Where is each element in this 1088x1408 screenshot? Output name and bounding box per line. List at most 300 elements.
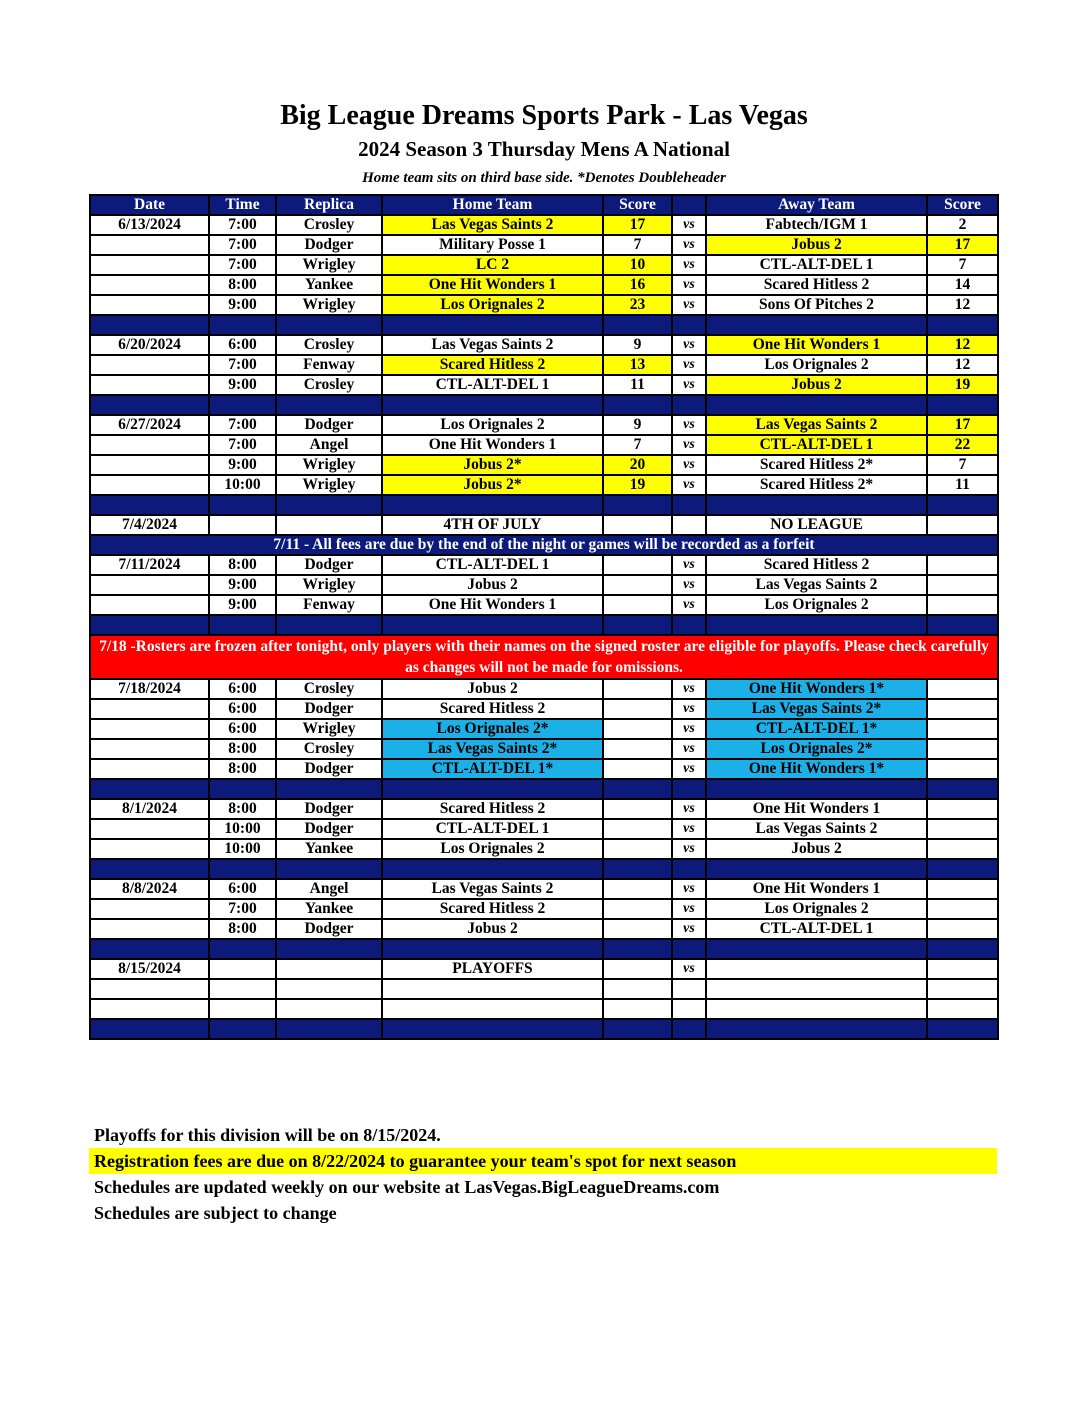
- away-team-cell: NO LEAGUE: [706, 515, 927, 535]
- game-row: [90, 435, 998, 455]
- separator-cell: [706, 315, 927, 335]
- away-team-cell: Jobus 2: [706, 235, 927, 255]
- time-cell: 7:00: [209, 215, 276, 235]
- vs-cell: vs: [672, 575, 706, 595]
- home-team-cell: Jobus 2: [382, 919, 603, 939]
- vs-cell: vs: [672, 335, 706, 355]
- home-score-cell: 16: [603, 275, 672, 295]
- time-cell: 6:00: [209, 335, 276, 355]
- change-note: Schedules are subject to change: [94, 1203, 337, 1223]
- home-score-cell: [603, 679, 672, 699]
- away-team-cell: One Hit Wonders 1: [706, 335, 927, 355]
- header-away-team: Away Team: [706, 195, 927, 215]
- home-team-cell: One Hit Wonders 1: [382, 275, 603, 295]
- replica-cell: Yankee: [276, 275, 382, 295]
- vs-cell: vs: [672, 759, 706, 779]
- replica-cell: Wrigley: [276, 475, 382, 495]
- time-cell: 7:00: [209, 235, 276, 255]
- replica-cell: Crosley: [276, 335, 382, 355]
- home-score-cell: [603, 959, 672, 979]
- replica-cell: Dodger: [276, 235, 382, 255]
- separator-cell: [276, 615, 382, 635]
- replica-cell: Yankee: [276, 839, 382, 859]
- game-row: [90, 699, 998, 719]
- separator-cell: [382, 779, 603, 799]
- vs-cell: vs: [672, 255, 706, 275]
- game-row: [90, 515, 998, 535]
- home-team-cell: Jobus 2*: [382, 475, 603, 495]
- time-cell: 6:00: [209, 719, 276, 739]
- away-score-cell: 17: [927, 415, 998, 435]
- separator-cell: [382, 859, 603, 879]
- away-score-cell: 19: [927, 375, 998, 395]
- game-row: [90, 415, 998, 435]
- separator-cell: [209, 1019, 276, 1039]
- home-team-cell: [382, 999, 603, 1019]
- away-team-cell: [706, 959, 927, 979]
- date-cell: 6/13/2024: [90, 215, 209, 235]
- time-cell: 8:00: [209, 739, 276, 759]
- home-score-cell: [603, 555, 672, 575]
- home-team-cell: Scared Hitless 2: [382, 699, 603, 719]
- separator-row: [90, 1019, 998, 1039]
- home-score-cell: [603, 819, 672, 839]
- date-cell: [90, 455, 209, 475]
- home-score-cell: 7: [603, 235, 672, 255]
- time-cell: 7:00: [209, 899, 276, 919]
- away-score-cell: [927, 799, 998, 819]
- home-team-cell: Los Orignales 2: [382, 415, 603, 435]
- separator-row: [90, 615, 998, 635]
- away-team-cell: One Hit Wonders 1: [706, 799, 927, 819]
- home-score-cell: 17: [603, 215, 672, 235]
- separator-cell: [706, 615, 927, 635]
- replica-cell: Dodger: [276, 799, 382, 819]
- separator-cell: [603, 859, 672, 879]
- time-cell: 8:00: [209, 555, 276, 575]
- separator-cell: [927, 859, 998, 879]
- separator-cell: [382, 495, 603, 515]
- date-cell: [90, 295, 209, 315]
- home-score-cell: 7: [603, 435, 672, 455]
- home-team-cell: [382, 979, 603, 999]
- time-cell: [209, 999, 276, 1019]
- away-team-cell: CTL-ALT-DEL 1: [706, 919, 927, 939]
- date-cell: 7/11/2024: [90, 555, 209, 575]
- date-cell: 8/1/2024: [90, 799, 209, 819]
- game-row: [90, 959, 998, 979]
- away-score-cell: 11: [927, 475, 998, 495]
- separator-cell: [90, 939, 209, 959]
- separator-cell: [603, 1019, 672, 1039]
- page-subtitle: 2024 Season 3 Thursday Mens A National: [358, 137, 730, 161]
- away-score-cell: [927, 879, 998, 899]
- away-team-cell: CTL-ALT-DEL 1: [706, 435, 927, 455]
- date-cell: 8/15/2024: [90, 959, 209, 979]
- home-score-cell: [603, 515, 672, 535]
- home-team-cell: One Hit Wonders 1: [382, 435, 603, 455]
- home-team-cell: LC 2: [382, 255, 603, 275]
- away-score-cell: 2: [927, 215, 998, 235]
- home-score-cell: 19: [603, 475, 672, 495]
- game-row: [90, 819, 998, 839]
- header-home-team: Home Team: [382, 195, 603, 215]
- separator-cell: [672, 779, 706, 799]
- game-row: [90, 475, 998, 495]
- vs-cell: vs: [672, 739, 706, 759]
- home-team-cell: CTL-ALT-DEL 1*: [382, 759, 603, 779]
- replica-cell: Angel: [276, 879, 382, 899]
- replica-cell: Yankee: [276, 899, 382, 919]
- date-cell: 8/8/2024: [90, 879, 209, 899]
- game-row: [90, 739, 998, 759]
- date-cell: 7/18/2024: [90, 679, 209, 699]
- home-team-cell: Los Orignales 2*: [382, 719, 603, 739]
- header-vs: [672, 195, 706, 215]
- replica-cell: Wrigley: [276, 295, 382, 315]
- game-row: [90, 979, 998, 999]
- header-home-score: Score: [603, 195, 672, 215]
- home-score-cell: [603, 979, 672, 999]
- away-score-cell: [927, 979, 998, 999]
- separator-cell: [927, 779, 998, 799]
- separator-cell: [90, 1019, 209, 1039]
- time-cell: [209, 959, 276, 979]
- away-team-cell: Los Orignales 2: [706, 899, 927, 919]
- home-team-cell: CTL-ALT-DEL 1: [382, 555, 603, 575]
- game-row: [90, 255, 998, 275]
- away-team-cell: Scared Hitless 2: [706, 275, 927, 295]
- separator-cell: [927, 939, 998, 959]
- game-row: [90, 355, 998, 375]
- home-team-cell: Scared Hitless 2: [382, 899, 603, 919]
- time-cell: 8:00: [209, 799, 276, 819]
- separator-row: [90, 395, 998, 415]
- separator-cell: [209, 779, 276, 799]
- vs-cell: vs: [672, 435, 706, 455]
- away-team-cell: [706, 979, 927, 999]
- replica-cell: Dodger: [276, 699, 382, 719]
- separator-cell: [603, 495, 672, 515]
- vs-cell: vs: [672, 959, 706, 979]
- vs-cell: vs: [672, 899, 706, 919]
- separator-cell: [672, 1019, 706, 1039]
- replica-cell: Crosley: [276, 679, 382, 699]
- away-score-cell: [927, 759, 998, 779]
- home-team-cell: Las Vegas Saints 2: [382, 879, 603, 899]
- away-team-cell: Los Orignales 2: [706, 595, 927, 615]
- replica-cell: [276, 515, 382, 535]
- time-cell: 6:00: [209, 679, 276, 699]
- date-cell: [90, 235, 209, 255]
- date-cell: 6/27/2024: [90, 415, 209, 435]
- away-team-cell: Las Vegas Saints 2: [706, 575, 927, 595]
- home-score-cell: [603, 879, 672, 899]
- replica-cell: Wrigley: [276, 455, 382, 475]
- time-cell: 7:00: [209, 435, 276, 455]
- home-team-cell: Scared Hitless 2: [382, 799, 603, 819]
- separator-cell: [706, 779, 927, 799]
- home-team-cell: 4TH OF JULY: [382, 515, 603, 535]
- separator-row: [90, 779, 998, 799]
- page-title: Big League Dreams Sports Park - Las Vegas: [280, 100, 808, 131]
- separator-cell: [672, 859, 706, 879]
- separator-cell: [603, 779, 672, 799]
- game-row: [90, 575, 998, 595]
- away-score-cell: [927, 919, 998, 939]
- playoffs-note: Playoffs for this division will be on 8/15/2024.: [94, 1125, 441, 1145]
- separator-cell: [382, 939, 603, 959]
- replica-cell: Angel: [276, 435, 382, 455]
- away-score-cell: 7: [927, 455, 998, 475]
- separator-cell: [672, 495, 706, 515]
- separator-cell: [276, 939, 382, 959]
- separator-cell: [672, 395, 706, 415]
- separator-cell: [90, 495, 209, 515]
- game-row: [90, 919, 998, 939]
- website-note: Schedules are updated weekly on our website at LasVegas.BigLeagueDreams.com: [94, 1177, 720, 1197]
- away-score-cell: [927, 899, 998, 919]
- game-row: [90, 679, 998, 699]
- home-score-cell: [603, 839, 672, 859]
- separator-cell: [209, 939, 276, 959]
- date-cell: [90, 719, 209, 739]
- away-team-cell: [706, 999, 927, 1019]
- replica-cell: Dodger: [276, 555, 382, 575]
- home-team-cell: Jobus 2*: [382, 455, 603, 475]
- time-cell: [209, 515, 276, 535]
- away-team-cell: Fabtech/IGM 1: [706, 215, 927, 235]
- date-cell: [90, 275, 209, 295]
- separator-cell: [706, 859, 927, 879]
- away-score-cell: 12: [927, 335, 998, 355]
- time-cell: 8:00: [209, 919, 276, 939]
- game-row: [90, 999, 998, 1019]
- time-cell: 9:00: [209, 575, 276, 595]
- vs-cell: vs: [672, 455, 706, 475]
- vs-cell: vs: [672, 919, 706, 939]
- away-team-cell: Jobus 2: [706, 375, 927, 395]
- home-team-cell: CTL-ALT-DEL 1: [382, 375, 603, 395]
- away-score-cell: [927, 719, 998, 739]
- vs-cell: vs: [672, 215, 706, 235]
- vs-cell: vs: [672, 799, 706, 819]
- separator-cell: [927, 1019, 998, 1039]
- time-cell: 7:00: [209, 415, 276, 435]
- game-row: [90, 555, 998, 575]
- vs-cell: vs: [672, 839, 706, 859]
- game-row: [90, 899, 998, 919]
- time-cell: 6:00: [209, 879, 276, 899]
- away-team-cell: Los Orignales 2*: [706, 739, 927, 759]
- header-date: Date: [90, 195, 209, 215]
- replica-cell: [276, 999, 382, 1019]
- separator-cell: [706, 1019, 927, 1039]
- replica-cell: Wrigley: [276, 719, 382, 739]
- separator-cell: [276, 315, 382, 335]
- separator-cell: [927, 615, 998, 635]
- time-cell: 6:00: [209, 699, 276, 719]
- away-score-cell: 7: [927, 255, 998, 275]
- away-score-cell: 17: [927, 235, 998, 255]
- home-score-cell: 23: [603, 295, 672, 315]
- away-score-cell: [927, 999, 998, 1019]
- vs-cell: [672, 515, 706, 535]
- away-team-cell: Los Orignales 2: [706, 355, 927, 375]
- away-team-cell: Scared Hitless 2*: [706, 475, 927, 495]
- home-score-cell: 11: [603, 375, 672, 395]
- separator-cell: [382, 315, 603, 335]
- vs-cell: vs: [672, 719, 706, 739]
- home-score-cell: 9: [603, 415, 672, 435]
- separator-cell: [276, 779, 382, 799]
- home-team-cell: Las Vegas Saints 2: [382, 335, 603, 355]
- notice-text: 7/11 - All fees are due by the end of the night or games will be recorded as a forfeit: [90, 535, 998, 555]
- replica-cell: Crosley: [276, 375, 382, 395]
- vs-cell: vs: [672, 595, 706, 615]
- home-team-note: Home team sits on third base side. *Denotes Doubleheader: [362, 170, 726, 186]
- game-row: [90, 335, 998, 355]
- home-team-cell: Las Vegas Saints 2*: [382, 739, 603, 759]
- home-score-cell: 10: [603, 255, 672, 275]
- separator-cell: [927, 395, 998, 415]
- game-row: [90, 235, 998, 255]
- game-row: [90, 295, 998, 315]
- home-score-cell: [603, 999, 672, 1019]
- home-team-cell: CTL-ALT-DEL 1: [382, 819, 603, 839]
- separator-row: [90, 495, 998, 515]
- date-cell: [90, 435, 209, 455]
- home-score-cell: [603, 759, 672, 779]
- away-score-cell: [927, 699, 998, 719]
- home-score-cell: 20: [603, 455, 672, 475]
- separator-cell: [209, 315, 276, 335]
- replica-cell: Dodger: [276, 819, 382, 839]
- game-row: [90, 455, 998, 475]
- away-score-cell: 14: [927, 275, 998, 295]
- vs-cell: vs: [672, 275, 706, 295]
- separator-cell: [382, 615, 603, 635]
- game-row: [90, 799, 998, 819]
- home-score-cell: [603, 739, 672, 759]
- game-row: [90, 375, 998, 395]
- home-score-cell: [603, 899, 672, 919]
- game-row: [90, 719, 998, 739]
- vs-cell: vs: [672, 375, 706, 395]
- header-replica: Replica: [276, 195, 382, 215]
- notice-text: 7/18 -Rosters are frozen after tonight, only players with their names on the signed roster are eligible for playoffs. Please check carefully as changes will not be made for omissions.: [90, 635, 998, 679]
- time-cell: 10:00: [209, 839, 276, 859]
- separator-cell: [927, 495, 998, 515]
- home-team-cell: Jobus 2: [382, 679, 603, 699]
- away-score-cell: [927, 819, 998, 839]
- home-team-cell: Las Vegas Saints 2: [382, 215, 603, 235]
- away-team-cell: One Hit Wonders 1*: [706, 759, 927, 779]
- vs-cell: vs: [672, 819, 706, 839]
- home-score-cell: [603, 919, 672, 939]
- replica-cell: Fenway: [276, 355, 382, 375]
- away-team-cell: Las Vegas Saints 2: [706, 819, 927, 839]
- header-row: [90, 195, 998, 215]
- vs-cell: [672, 999, 706, 1019]
- replica-cell: Crosley: [276, 215, 382, 235]
- vs-cell: vs: [672, 879, 706, 899]
- vs-cell: vs: [672, 679, 706, 699]
- separator-cell: [276, 495, 382, 515]
- away-team-cell: Scared Hitless 2: [706, 555, 927, 575]
- away-team-cell: Jobus 2: [706, 839, 927, 859]
- separator-cell: [90, 615, 209, 635]
- date-cell: 7/4/2024: [90, 515, 209, 535]
- date-cell: [90, 739, 209, 759]
- replica-cell: Dodger: [276, 759, 382, 779]
- vs-cell: vs: [672, 355, 706, 375]
- date-cell: [90, 699, 209, 719]
- home-team-cell: Military Posse 1: [382, 235, 603, 255]
- replica-cell: Crosley: [276, 739, 382, 759]
- replica-cell: [276, 959, 382, 979]
- date-cell: [90, 979, 209, 999]
- home-score-cell: [603, 799, 672, 819]
- time-cell: 8:00: [209, 759, 276, 779]
- away-team-cell: CTL-ALT-DEL 1*: [706, 719, 927, 739]
- separator-cell: [209, 859, 276, 879]
- header-away-score: Score: [927, 195, 998, 215]
- home-score-cell: 13: [603, 355, 672, 375]
- separator-cell: [209, 395, 276, 415]
- separator-cell: [927, 315, 998, 335]
- separator-cell: [603, 315, 672, 335]
- home-team-cell: One Hit Wonders 1: [382, 595, 603, 615]
- separator-cell: [672, 315, 706, 335]
- away-score-cell: [927, 839, 998, 859]
- separator-cell: [276, 859, 382, 879]
- roster-alert-row: [90, 635, 998, 679]
- game-row: [90, 879, 998, 899]
- schedule-table: [89, 194, 999, 1040]
- fees-notice-row: [90, 535, 998, 555]
- time-cell: 9:00: [209, 595, 276, 615]
- replica-cell: Wrigley: [276, 575, 382, 595]
- game-row: [90, 595, 998, 615]
- away-team-cell: One Hit Wonders 1: [706, 879, 927, 899]
- separator-cell: [706, 395, 927, 415]
- game-row: [90, 839, 998, 859]
- time-cell: 9:00: [209, 375, 276, 395]
- separator-row: [90, 939, 998, 959]
- separator-cell: [603, 939, 672, 959]
- replica-cell: Fenway: [276, 595, 382, 615]
- date-cell: [90, 919, 209, 939]
- replica-cell: Wrigley: [276, 255, 382, 275]
- vs-cell: vs: [672, 699, 706, 719]
- away-team-cell: Las Vegas Saints 2: [706, 415, 927, 435]
- date-cell: [90, 819, 209, 839]
- away-team-cell: One Hit Wonders 1*: [706, 679, 927, 699]
- away-team-cell: Scared Hitless 2*: [706, 455, 927, 475]
- date-cell: [90, 575, 209, 595]
- date-cell: [90, 899, 209, 919]
- time-cell: 9:00: [209, 295, 276, 315]
- home-score-cell: [603, 699, 672, 719]
- game-row: [90, 759, 998, 779]
- time-cell: 8:00: [209, 275, 276, 295]
- separator-cell: [276, 395, 382, 415]
- date-cell: [90, 759, 209, 779]
- separator-cell: [603, 615, 672, 635]
- away-score-cell: [927, 739, 998, 759]
- home-score-cell: [603, 595, 672, 615]
